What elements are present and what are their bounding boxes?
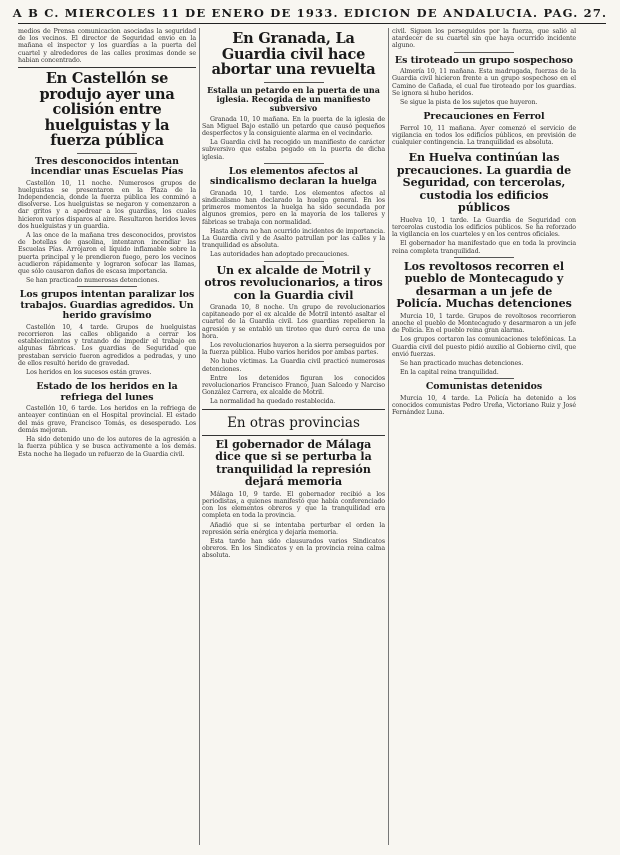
divider (202, 435, 385, 436)
short-rule (454, 378, 514, 379)
headline-malaga: El gobernador de Málaga dice que si se perturba la tranquilidad la represión dejará memoria (215, 437, 372, 489)
paragraph: Se han practicado muchas detenciones. (400, 359, 524, 367)
paragraph: Castellón 10, 4 tarde. Grupos de huelguistas recorrieron las calles obligando a cerrar los establecimientos y tratando de impedir el trabajo en algunas fábricas. Los guardias de Seguridad que prestaban servicio fueron agredidos a pedradas, y uno de ellos resultó herido de gravedad. (18, 323, 196, 367)
paragraph: Málaga 10, 9 tarde. El gobernador recibió a los periodistas, a quienes manifestó que había conferenciado con los elementos obreros y que la tranquilidad era completa en toda la provincia. (202, 490, 385, 520)
headline-huelva: En Huelva continúan las precauciones. La guardia de Seguridad, con tercerolas, custodia los edificios públicos (396, 151, 572, 215)
headline-granada: En Granada, La Guardia civil hace abortar una revuelta (211, 30, 376, 78)
paragraph: La Guardia civil ha recogido un manifiesto de carácter subversivo que estaba pegado en la puerta de dicha iglesia. (202, 139, 385, 161)
paragraph: Los revolucionarios huyeron a la sierra perseguidos por la fuerza pública. Hubo varios heridos por ambas partes. (202, 342, 385, 357)
paragraph: Murcia 10, 1 tarde. Grupos de revoltosos recorrieron anoche el pueblo de Montecagudo y desarmaron a un jefe de Policía. En el pueblo reina gran alarma. (392, 312, 576, 335)
headline-sospechoso: Es tiroteado un grupo sospechoso (394, 54, 574, 66)
column-left (18, 28, 196, 849)
paragraph: Granada 10, 1 tarde. Los elementos afectos al sindicalismo han declarado la huelga general. En los primeros momentos la huelga ha sido secundada por algunos gremios, pero en la mayoría de los talleres y fábricas se trabaja con normalidad. (202, 189, 385, 226)
header-rule (18, 23, 606, 24)
short-rule (454, 148, 514, 149)
column-rule-1 (199, 28, 200, 845)
short-rule (454, 257, 514, 258)
paragraph: A las once de la mañana tres desconocidos, provistos de botellas de gasolina, intentaron incendiar las Escuelas Pías. Arrojaron el líquido inflamable sobre la puerta principal y le prendieron fuego, pero los vecinos acudieron rápidamente y lograron sofocar las llamas, que sólo causaron daños de escasa importancia. (18, 231, 196, 275)
paragraph: Entre los detenidos figuran los conocidos revolucionarios Francisco Franco, Juan Salcedo y Narciso González Carrera, ex alcalde de Motril. (202, 374, 385, 397)
headline-ferrol: Precauciones en Ferrol (423, 111, 545, 123)
paragraph: Ferrol 10, 11 mañana. Ayer comenzó el servicio de vigilancia en todos los edificios públicos, en previsión de cualquier contingencia. La tranquilidad es absoluta. (392, 124, 576, 147)
paragraph: Castellón 10, 11 noche. Numerosos grupos de huelguistas se presentaron en la Plaza de la Independencia, donde la fuerza pública les conminó a disolverse. Los huelguistas se negaron y comenzaron a dar gritos y a apedrear a los guardias, los cuales hicieron varios disparos al aire. Resultaron heridos leves dos huelguistas y un guardia. (18, 179, 196, 230)
paragraph: Granada 10, 8 noche. Un grupo de revolucionarios capitaneado por el ex alcalde de Motril intentó asaltar el cuartel de la Guardia civil. Los guardias repelieron la agresión y se entabló un tiroteo que duró cerca de una hora. (202, 304, 385, 340)
paragraph: Añadió que si se intentaba perturbar el orden la represión sería enérgica y dejaría memoria. (202, 521, 385, 536)
section-heading: En otras provincias (227, 414, 360, 431)
column-rule-2 (388, 28, 389, 845)
short-rule (264, 82, 324, 83)
paragraph: Granada 10, 10 mañana. En la puerta de la iglesia de San Miguel Bajo estalló un petardo que causó pequeños desperfectos y la consiguiente alarma en el vecindario. (202, 115, 385, 137)
short-rule (264, 261, 324, 262)
paragraph: La normalidad ha quedado restablecida. (210, 398, 336, 406)
short-rule (454, 52, 514, 53)
divider (18, 67, 196, 68)
paragraph: Castellón 10, 6 tarde. Los heridos en la refriega de anteayer continúan en el Hospital provincial. El estado del más grave, Francisco Tomás, es desesperado. Los demás mejoran. (18, 405, 196, 434)
column-middle (202, 28, 385, 849)
paragraph: En la capital reina tranquilidad. (400, 369, 499, 377)
headline-motril: Un ex alcalde de Motril y otros revolucionarios, a tiros con la Guardia civil (204, 263, 383, 302)
paragraph: Los grupos cortaron las comunicaciones telefónicas. La Guardia civil del puesto pidió auxilio al Gobierno civil, que envió fuerzas. (392, 336, 576, 358)
short-rule (77, 378, 137, 379)
paragraph: No hubo víctimas. La Guardia civil practicó numerosas detenciones. (202, 358, 385, 373)
paragraph: Ha sido detenido uno de los autores de la agresión a la fuerza pública y se busca activamente a los demás. Esta noche ha llegado un refuerzo de la Guardia civil. (18, 436, 196, 458)
paragraph: Las autoridades han adoptado precauciones. (210, 251, 349, 259)
paragraph: Se sigue la pista de los sujetos que huyeron. (400, 98, 538, 106)
short-rule (454, 108, 514, 109)
headline-sindicalismo: Los elementos afectos al sindicalismo declaran la huelga (209, 165, 378, 188)
paragraph: Los heridos en los sucesos están graves. (26, 369, 152, 377)
paragraph: El gobernador ha manifestado que en toda la provincia reina completa tranquilidad. (392, 240, 576, 255)
short-rule (77, 153, 137, 154)
article-fragment: civil. Siguen los perseguidos por la fuerza, que salió al atardecer de su cuartel sin que haya ocurrido incidente alguno. (392, 28, 576, 50)
running-head: A B C. MIERCOLES 11 DE ENERO DE 1933. EDICION DE ANDALUCIA. PAG. 27. (12, 6, 608, 20)
article-fragment: medios de Prensa comunicacion asociadas la seguridad de los vecinos. El director de Seguridad envio en la mañana el inspector y los guardias a la puerta del cuartel y alrededores de las calles proximas donde se habian concentrado. (18, 28, 196, 64)
column-right (392, 28, 576, 849)
short-rule (77, 286, 137, 287)
paragraph: Murcia 10, 4 tarde. La Policía ha detenido a los conocidos comunistas Pedro Ureña, Victoriano Ruiz y José Fernández Luna. (392, 394, 576, 417)
paragraph: Huelva 10, 1 tarde. La Guardia de Seguridad con tercerolas custodia los edificios públicos. Se ha reforzado la vigilancia en los cuarteles y en los centros oficiales. (392, 216, 576, 239)
paragraph: Almería 10, 11 mañana. Esta madrugada, fuerzas de la Guardia civil hicieron frente a un grupo sospechoso en el Camino de Cañada, el cual fue tiroteado por los guardias. Se ignora si hubo heridos. (392, 68, 576, 97)
headline-comunistas: Comunistas detenidos (425, 381, 543, 393)
short-rule (264, 163, 324, 164)
paragraph: Se han practicado numerosas detenciones. (26, 277, 160, 285)
deck-petardo: Estalla un petardo en la puerta de una iglesia. Recogida de un manifiesto subversivo (207, 84, 380, 113)
divider (202, 409, 385, 410)
paragraph: Esta tarde han sido clausurados varios Sindicatos obreros. En los Sindicatos y en la provincia reina calma absoluta. (202, 537, 385, 560)
headline-castellon: En Castellón se produjo ayer una colisión entre huelguistas y la fuerza pública (39, 70, 175, 150)
headline-estado-heridos: Estado de los heridos en la refriega del lunes (36, 381, 178, 403)
headline-montecagudo: Los revoltosos recorren el pueblo de Montecagudo y desarman a un jefe de Policía. Muchas detenciones (396, 259, 572, 311)
subhead-escuelas: Tres desconocidos intentan incendiar unas Escuelas Pías (30, 155, 184, 178)
paragraph: Hasta ahora no han ocurrido incidentes de importancia. La Guardia civil y de Asalto patrullan por las calles y la tranquilidad es absoluta. (202, 227, 385, 250)
headline-grupos: Los grupos intentan paralizar los trabajos. Guardias agredidos. Un herido gravísimo (19, 289, 195, 322)
